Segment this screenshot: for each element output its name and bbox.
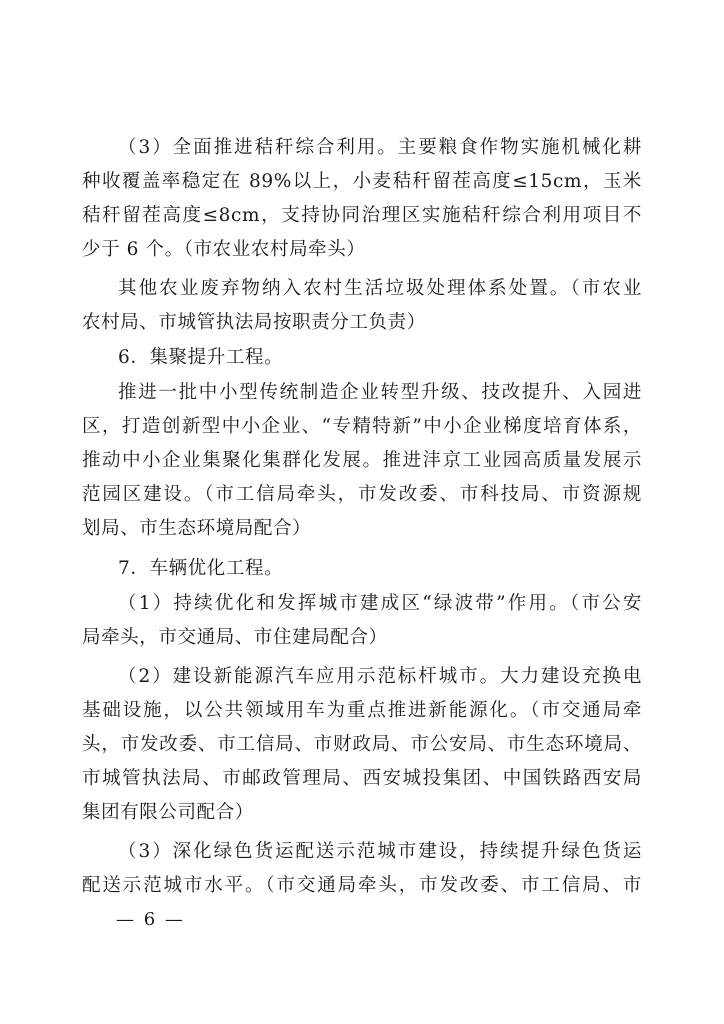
text-line: 少于 6 个。（市农业农村局牵头）: [82, 239, 366, 260]
text-line: 秸秆留茬高度≤8cm，支持协同治理区实施秸秆综合利用项目不: [82, 205, 642, 226]
text-line: （3）全面推进秸秆综合利用。主要粮食作物实施机械化耕: [118, 137, 642, 158]
text-line: 范园区建设。（市工信局牵头，市发改委、市科技局、市资源规: [82, 484, 642, 505]
text-line: 基础设施，以公共领域用车为重点推进新能源化。（市交通局牵: [82, 700, 642, 721]
text-line: 其他农业废弃物纳入农村生活垃圾处理体系处置。（市农业: [118, 278, 642, 299]
text-line: 种收覆盖率稳定在 89%以上，小麦秸秆留茬高度≤15cm，玉米: [82, 171, 642, 192]
section-heading: 6．集聚提升工程。: [118, 347, 284, 368]
text-line: （2）建设新能源汽车应用示范标杆城市。大力建设充换电: [118, 666, 642, 687]
text-line: 头，市发改委、市工信局、市财政局、市公安局、市生态环境局、: [82, 734, 642, 755]
text-line: （3）深化绿色货运配送示范城市建设，持续提升绿色货运: [118, 841, 642, 862]
section-heading: 7．车辆优化工程。: [118, 558, 284, 579]
text-line: 农村局、市城管执法局按职责分工负责）: [82, 312, 426, 333]
text-line: （1）持续优化和发挥城市建成区“绿波带”作用。（市公安: [118, 593, 642, 614]
text-line: 配送示范城市水平。（市交通局牵头，市发改委、市工信局、市: [82, 875, 642, 896]
page-number: — 6 —: [116, 909, 185, 930]
text-line: 市城管执法局、市邮政管理局、西安城投集团、中国铁路西安局: [82, 768, 642, 789]
text-line: 推动中小企业集聚化集群化发展。推进沣京工业园高质量发展示: [82, 450, 642, 471]
text-line: 局牵头，市交通局、市住建局配合）: [82, 627, 388, 648]
text-line: 区，打造创新型中小企业、“专精特新”中小企业梯度培育体系，: [82, 416, 642, 437]
text-line: 划局、市生态环境局配合）: [82, 518, 312, 539]
text-line: 推进一批中小型传统制造企业转型升级、技改提升、入园进: [118, 382, 642, 403]
text-line: 集团有限公司配合）: [82, 802, 254, 823]
